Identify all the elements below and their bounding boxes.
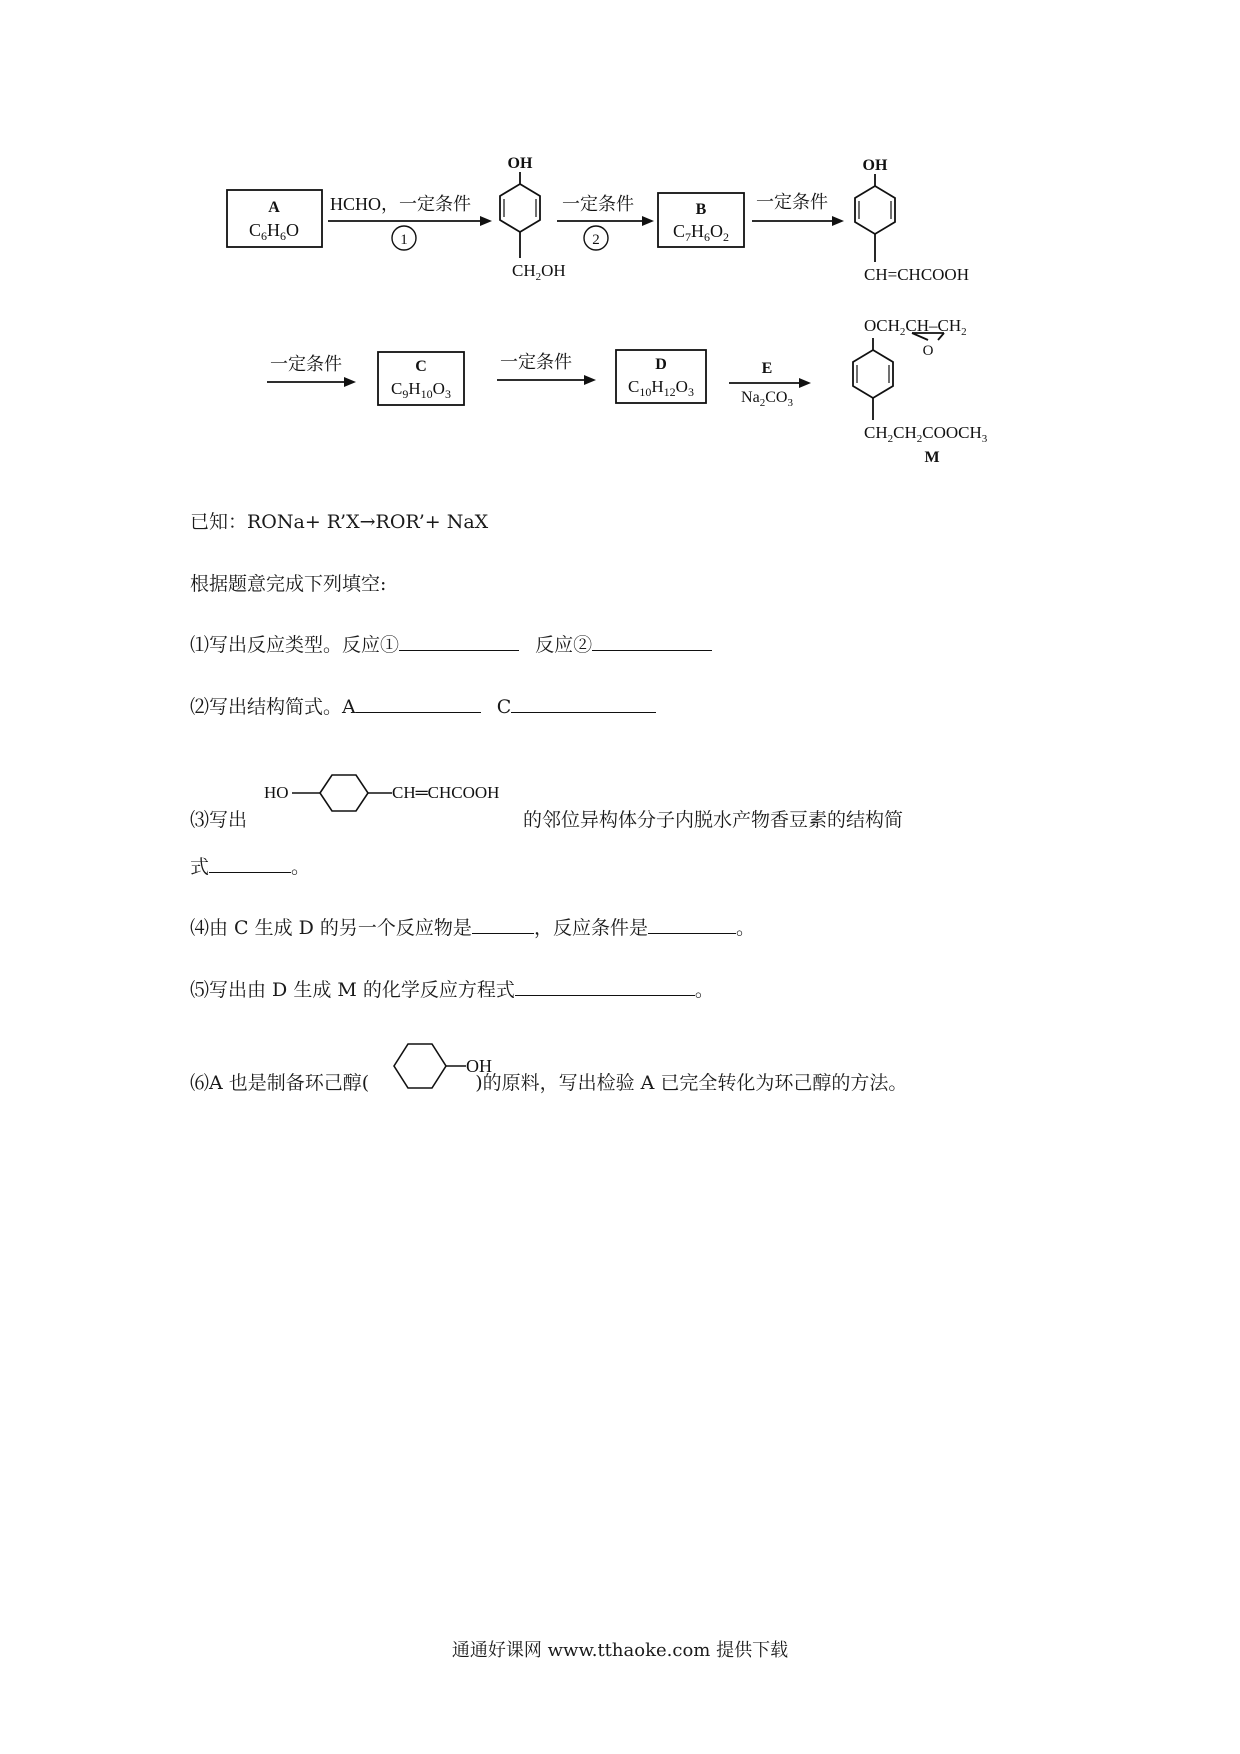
step1-reagent: HCHO，一定条件 [330, 194, 472, 214]
q4-end: 。 [735, 917, 755, 939]
question-3-line2 [190, 852, 310, 879]
step6-condition: $Na_2CO_3$ [741, 389, 793, 409]
product-m-label: M [924, 449, 940, 466]
benzene-ring-2 [855, 186, 895, 234]
q1-blank-2[interactable] [592, 630, 712, 651]
q5-text: ⑸写出由 D 生成 M 的化学反应方程式 [190, 979, 515, 1001]
int1-bottom-group: $CH_2OH$ [512, 261, 566, 283]
q5-end: 。 [694, 979, 714, 1001]
q2-blank-c[interactable] [511, 692, 656, 713]
compound-d-formula: $C_{10}H_{12}O_3$ [628, 377, 694, 399]
q4-blank-2[interactable] [648, 913, 736, 934]
compound-a-label: A [268, 199, 280, 216]
q3-line2: 式 [190, 856, 210, 878]
compound-c-formula: $C_9H_{10}O_3$ [391, 379, 451, 401]
compound-a-formula: $C_6H_6O$ [248, 220, 300, 243]
q6-suffix: )的原料，写出检验 A 已完全转化为环己醇的方法。 [475, 1072, 908, 1094]
benzene-ring-3 [853, 350, 893, 398]
question-1 [190, 630, 712, 657]
question-5 [190, 975, 714, 1002]
q3-blank[interactable] [209, 852, 291, 873]
step1-number: 1 [400, 232, 408, 248]
benzene-ring-1 [500, 184, 540, 232]
q3-benzene-ring [320, 775, 368, 811]
q3-prefix: ⑶写出 [190, 809, 248, 831]
known-statement [190, 507, 488, 534]
compound-b-label: B [695, 201, 707, 218]
product-m-epoxide-o: O [922, 343, 934, 359]
step5-condition: 一定条件 [500, 352, 572, 372]
step2-number: 2 [592, 232, 600, 248]
compound-b-formula: $C_7H_6O_2$ [672, 221, 730, 244]
step4-condition: 一定条件 [270, 354, 342, 374]
q2-mid: C [496, 696, 512, 718]
product-m-bottom-group: $CH_2CH_2COOCH_3$ [864, 423, 988, 445]
footer [0, 1636, 1240, 1662]
q6-prefix: ⑹A 也是制备环己醇( [190, 1072, 370, 1094]
q6-cyclohexanol-structure [388, 1036, 500, 1096]
q3-end: 。 [291, 856, 311, 878]
footer-text: 通通好课网 www.tthaoke.com 提供下载 [451, 1640, 789, 1661]
q1-blank-1[interactable] [399, 630, 519, 651]
known-text: 已知：RONa+ R’X→ROR’+ NaX [190, 511, 489, 533]
step2-condition: 一定条件 [562, 194, 634, 214]
compound-c-label: C [415, 358, 427, 375]
question-3 [190, 805, 247, 832]
q5-blank[interactable] [515, 975, 695, 996]
q3-struct-right: CH═CHCOOH [392, 783, 500, 802]
int2-top-group: OH [862, 157, 888, 174]
question-6 [190, 1068, 907, 1095]
q4-mid: ，反应条件是 [533, 917, 648, 939]
step3-condition: 一定条件 [756, 192, 828, 212]
step6-reagent: E [761, 360, 773, 377]
q6-oh: OH [466, 1056, 492, 1076]
instruction-text: 根据题意完成下列填空: [190, 573, 387, 595]
q4-text: ⑷由 C 生成 D 的另一个反应物是 [190, 917, 472, 939]
int2-bottom-group: CH=CHCOOH [864, 265, 969, 284]
reaction-scheme [0, 0, 1240, 490]
q3-structure [262, 770, 522, 830]
q3-suffix: 的邻位异构体分子内脱水产物香豆素的结构简 [523, 809, 904, 831]
question-3-suffix [523, 805, 903, 832]
int1-top-group: OH [507, 155, 533, 172]
instruction [190, 569, 386, 596]
q1-mid: 反应② [535, 634, 593, 656]
q4-blank-1[interactable] [472, 913, 534, 934]
q2-text: ⑵写出结构简式。A [190, 696, 356, 718]
question-2 [190, 692, 656, 719]
q3-struct-left: HO [264, 783, 289, 802]
product-m-top-group: $OCH_2CH-CH_2$ [864, 316, 967, 338]
q2-blank-a[interactable] [356, 692, 481, 713]
q1-text: ⑴写出反应类型。反应① [190, 634, 400, 656]
question-4 [190, 913, 755, 940]
compound-d-label: D [655, 356, 667, 373]
